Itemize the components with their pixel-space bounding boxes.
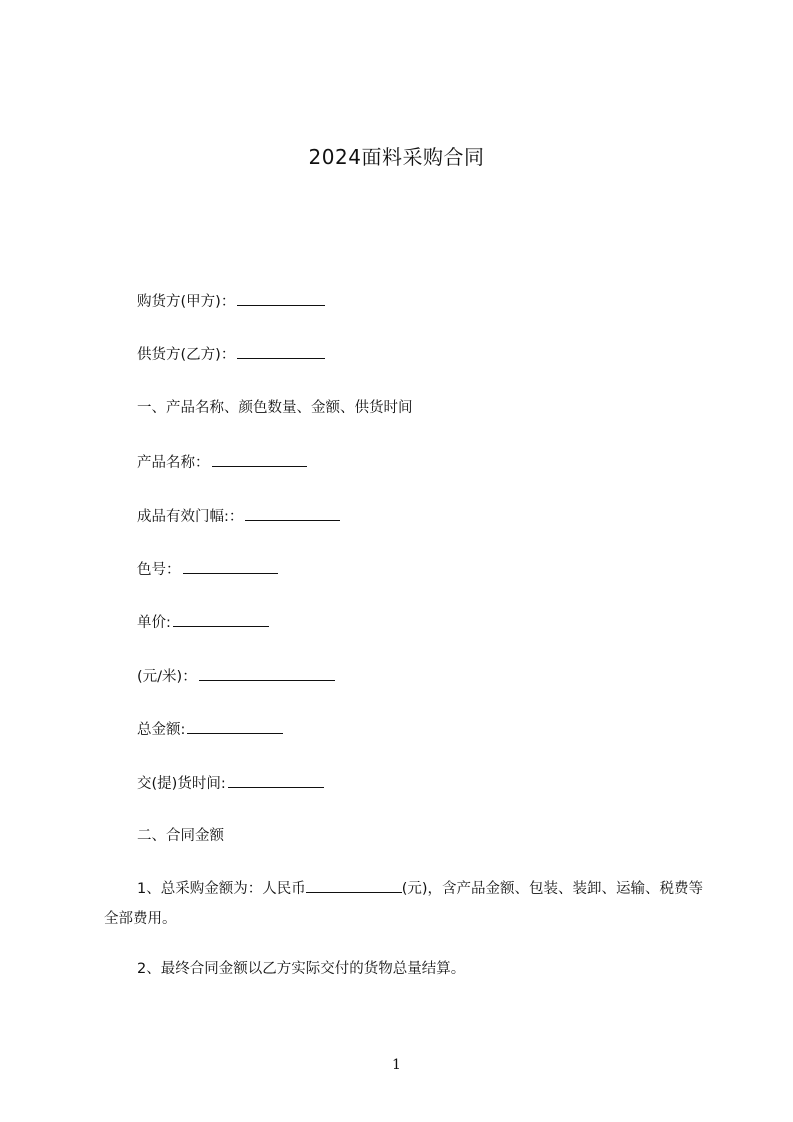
color-no-line (137, 559, 278, 580)
total-amount-label: 总金额: (137, 722, 186, 738)
supplier-label: 供货方(乙方)： (137, 347, 236, 363)
effective-width-label: 成品有效门幅:： (137, 509, 244, 525)
page-number: 1 (392, 1057, 401, 1073)
delivery-time-label: 交(提)货时间: (137, 776, 226, 792)
unit-price-blank (173, 612, 269, 627)
total-rmb-blank (306, 878, 402, 893)
product-name-line (137, 452, 307, 473)
unit-line (137, 666, 335, 687)
product-name-label: 产品名称： (137, 455, 210, 471)
supplier-line (137, 344, 325, 365)
unit-price-line (137, 612, 269, 633)
clause-2-paragraph: 2、最终合同金额以乙方实际交付的货物总量结算。 (137, 961, 466, 977)
effective-width-blank (245, 506, 340, 521)
buyer-label: 购货方(甲方)： (137, 294, 236, 310)
delivery-time-blank (228, 773, 324, 788)
effective-width-line (137, 506, 340, 527)
delivery-time-line (137, 773, 324, 794)
color-no-label: 色号： (137, 562, 181, 578)
clause-1-suffix: (元)，含产品金额、包装、装卸、运输、税费等全部费用。 (104, 881, 704, 927)
clause-1-prefix: 1、总采购金额为：人民币 (137, 881, 306, 897)
buyer-blank (237, 291, 325, 306)
total-amount-line (137, 719, 283, 740)
section1-heading: 一、产品名称、颜色数量、金额、供货时间 (137, 400, 413, 416)
unit-blank (199, 666, 335, 681)
color-no-blank (183, 559, 278, 574)
document-title: 2024面料采购合同 (308, 145, 485, 169)
unit-label: (元/米)： (137, 669, 197, 685)
section2-heading: 二、合同金额 (137, 828, 224, 844)
unit-price-label: 单价: (137, 615, 171, 631)
supplier-blank (237, 344, 325, 359)
buyer-line (137, 291, 325, 312)
clause-1-paragraph (104, 874, 704, 934)
product-name-blank (212, 452, 307, 467)
total-amount-blank (187, 719, 283, 734)
